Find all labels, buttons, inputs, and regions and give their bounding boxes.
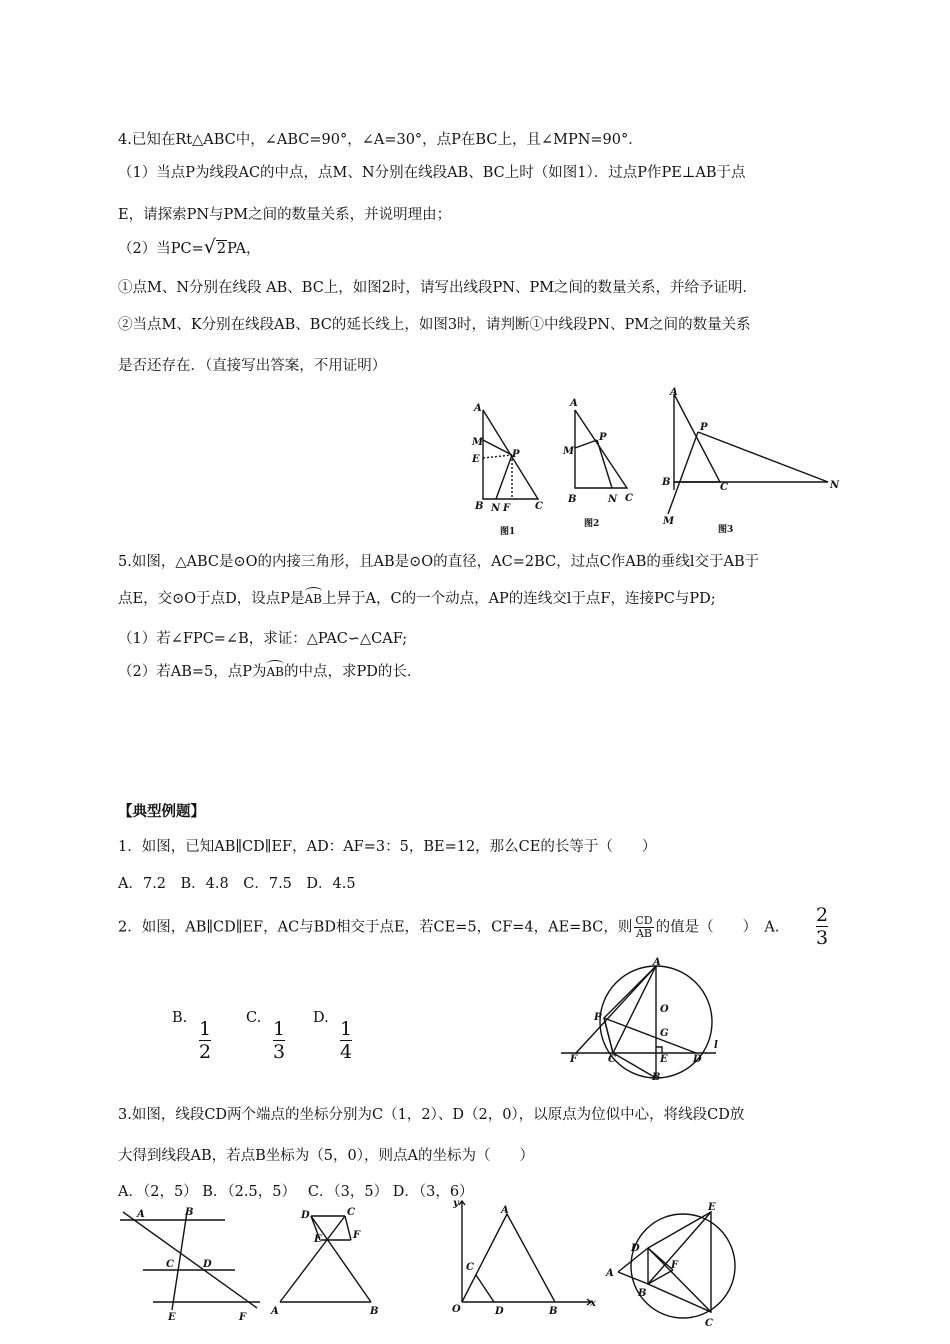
arc-ab: AB — [305, 587, 322, 606]
e3-line2: 大得到线段AB，若点B坐标为（5，0），则点A的坐标为（ ） — [118, 1148, 534, 1164]
svg-text:G: G — [660, 1028, 669, 1039]
svg-text:A: A — [570, 398, 578, 409]
arc-ab-2: AB — [266, 660, 283, 679]
svg-text:B: B — [475, 501, 484, 512]
svg-text:A: A — [606, 1268, 614, 1279]
svg-text:A: A — [670, 387, 678, 398]
p5-line2 — [118, 587, 716, 608]
option-c-fraction — [273, 1018, 285, 1063]
p4-line4-post: PA， — [227, 241, 261, 257]
svg-text:P: P — [599, 432, 607, 443]
p4-line7: 是否还存在．（直接写出答案，不用证明） — [118, 358, 387, 374]
svg-text:y: y — [453, 1200, 459, 1209]
svg-text:x: x — [590, 1298, 596, 1309]
svg-text:B: B — [549, 1306, 558, 1317]
bottom-figures — [115, 1200, 745, 1340]
svg-text:B: B — [370, 1306, 379, 1317]
e1-options: A．7.2 B．4.8 C．7.5 D．4.5 — [118, 876, 356, 892]
p4-line4 — [118, 236, 260, 258]
e2-line1-pre: 2．如图，AB∥CD∥EF，AC与BD相交于点E，若CE=5，CF=4，AE=BC，则 — [118, 919, 633, 936]
svg-text:O: O — [660, 1004, 669, 1015]
p5-line4-pre: （2）若AB=5，点P为 — [118, 664, 267, 680]
figure-3 — [661, 387, 840, 535]
svg-text:D: D — [203, 1259, 212, 1270]
svg-text:B: B — [185, 1207, 194, 1218]
p4-line4-pre: （2）当PC= — [118, 241, 204, 257]
svg-text:B: B — [662, 477, 671, 488]
svg-text:N: N — [491, 503, 501, 514]
svg-text:M: M — [472, 437, 484, 448]
optA-num: 2 — [816, 904, 829, 926]
optC-num: 1 — [273, 1018, 286, 1040]
svg-text:F: F — [570, 1054, 578, 1065]
sqrt-radicand: 2 — [216, 241, 227, 257]
option-a-fraction — [816, 904, 828, 949]
p5-line4 — [118, 660, 421, 681]
parallel-lines-figure — [120, 1207, 260, 1323]
optB-num: 1 — [199, 1018, 212, 1040]
svg-text:C: C — [347, 1207, 355, 1218]
svg-text:A: A — [474, 403, 482, 414]
optC-den: 3 — [273, 1041, 286, 1063]
svg-text:F: F — [353, 1230, 361, 1241]
fig2-caption: 图2 — [584, 519, 600, 529]
svg-text:C: C — [466, 1262, 474, 1273]
option-b-label: B. — [172, 1010, 188, 1026]
svg-text:B: B — [568, 494, 577, 505]
svg-text:M: M — [563, 446, 575, 457]
option-d-fraction — [340, 1018, 352, 1063]
figure-2 — [562, 398, 633, 529]
svg-text:E: E — [168, 1312, 176, 1323]
svg-text:A: A — [137, 1209, 145, 1220]
svg-text:P: P — [700, 422, 708, 433]
svg-text:C: C — [625, 493, 633, 504]
p4-figures — [462, 382, 852, 542]
svg-text:P: P — [512, 449, 520, 460]
sqrt-2: √2 — [203, 236, 227, 258]
svg-text:D: D — [495, 1306, 504, 1317]
frac-den: AB — [635, 927, 652, 940]
svg-text:l: l — [714, 1040, 718, 1051]
coordinate-figure — [452, 1200, 597, 1317]
svg-text:F: F — [239, 1312, 247, 1323]
optB-den: 2 — [199, 1041, 212, 1063]
fig3-caption: 图3 — [718, 525, 734, 535]
svg-text:F: F — [671, 1260, 679, 1271]
svg-text:N: N — [830, 480, 840, 491]
svg-text:E: E — [472, 454, 480, 465]
optA-den: 3 — [816, 927, 829, 949]
svg-text:B: B — [638, 1288, 647, 1299]
svg-text:C: C — [608, 1054, 616, 1065]
option-d-label: D. — [313, 1010, 329, 1026]
trapezoid-figure — [270, 1207, 378, 1317]
svg-text:E: E — [660, 1054, 668, 1065]
e3-options: A．（2，5） B．（2.5，5） C．（3，5） D．（3，6） — [118, 1184, 474, 1200]
svg-text:E: E — [708, 1202, 716, 1213]
p4-line6: ②当点M、K分别在线段AB、BC的延长线上，如图3时，请判断①中线段PN、PM之间的数量关系 — [118, 317, 751, 333]
svg-text:C: C — [535, 501, 543, 512]
svg-text:A: A — [501, 1205, 509, 1216]
section-title: 【典型例题】 — [118, 803, 205, 820]
circle-quad-figure — [605, 1202, 735, 1329]
p4-line3: E，请探索PN与PM之间的数量关系，并说明理由； — [118, 207, 452, 223]
svg-text:A: A — [271, 1306, 279, 1317]
p4-line5: ①点M、N分别在线段 AB、BC上，如图2时，请写出线段PN、PM之间的数量关系，并给予证明． — [118, 280, 758, 296]
circle-figure — [556, 956, 736, 1084]
svg-text:P: P — [594, 1012, 602, 1023]
option-b-fraction — [199, 1018, 211, 1063]
p5-line4-post: 的中点，求PD的长． — [283, 664, 422, 680]
e2-line1 — [118, 915, 789, 940]
p5-line2-pre: 点E，交⊙O于点D，设点P是 — [118, 591, 305, 607]
svg-text:M: M — [663, 516, 675, 527]
optD-num: 1 — [340, 1018, 353, 1040]
frac-num: CD — [635, 914, 653, 927]
fig1-caption: 图1 — [500, 527, 516, 537]
p4-line1: 4.已知在Rt△ABC中，∠ABC=90°，∠A=30°，点P在BC上，且∠MPN=90°． — [118, 132, 643, 148]
p4-line2: （1）当点P为线段AC的中点，点M、N分别在线段AB、BC上时（如图1）．过点P作PE⊥AB于点 — [118, 165, 746, 181]
svg-text:N: N — [608, 494, 618, 505]
svg-text:A: A — [653, 957, 661, 968]
figure-1 — [471, 403, 543, 537]
svg-text:O: O — [452, 1304, 461, 1315]
svg-text:F: F — [503, 503, 511, 514]
svg-text:C: C — [705, 1318, 713, 1329]
optD-den: 4 — [340, 1041, 353, 1063]
p5-line1: 5.如图，△ABC是⊙O的内接三角形，且AB是⊙O的直径，AC=2BC，过点C作AB的垂线l交于AB于 — [118, 554, 760, 570]
svg-text:D: D — [301, 1210, 310, 1221]
p5-line2-post: 上异于A，C的一个动点，AP的连线交l于点F，连接PC与PD; — [322, 591, 716, 607]
e3-line1: 3.如图，线段CD两个端点的坐标分别为C（1，2）、D（2，0），以原点为位似中心，将线段CD放 — [118, 1107, 745, 1123]
svg-text:D: D — [631, 1243, 640, 1254]
svg-text:D: D — [693, 1054, 702, 1065]
frac-cd-ab — [634, 915, 653, 940]
svg-text:C: C — [720, 482, 728, 493]
e2-line1-post: 的值是（ ） A． — [655, 919, 790, 936]
svg-text:B: B — [652, 1072, 661, 1083]
p5-line3: （1）若∠FPC=∠B，求证：△PAC∽△CAF; — [118, 631, 408, 647]
option-c-label: C. — [246, 1010, 262, 1026]
e1-line1: 1．如图，已知AB∥CD∥EF，AD：AF=3：5，BE=12，那么CE的长等于（ ） — [118, 839, 657, 855]
svg-text:E: E — [314, 1234, 322, 1245]
svg-text:C: C — [166, 1259, 174, 1270]
